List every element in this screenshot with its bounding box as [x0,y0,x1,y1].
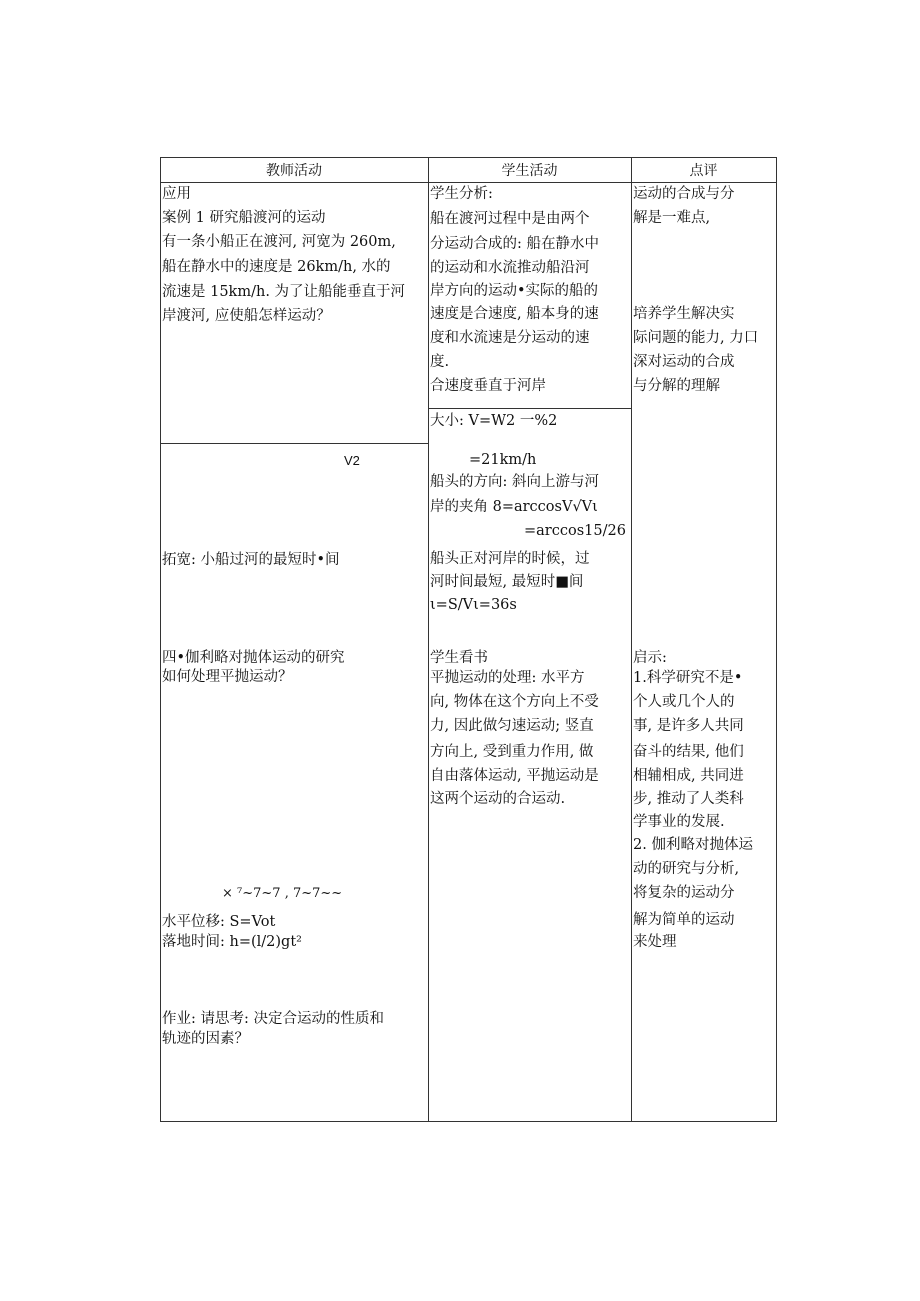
student-line: 河时间最短, 最短时■间 [430,574,584,590]
student-line: 速度是合速度, 船本身的速 [430,306,599,322]
student-line: 船在渡河过程中是由两个 [430,211,590,227]
comment-line: 动的研究与分析, [633,861,740,877]
header-comment: 点评 [689,163,718,179]
teacher-line: 有一条小船正在渡河, 河宽为 260m, [162,234,396,250]
comment-line: 事, 是许多人共同 [633,718,744,734]
teacher-row-divider [160,443,428,444]
teacher-line: 四•伽利略对抛体运动的研究 [162,650,345,666]
student-line: 学生分析: [430,186,493,202]
table-top-border [160,157,777,158]
comment-line: 步, 推动了人类科 [633,791,744,807]
table-bottom-border [160,1121,777,1122]
v2-label: V2 [344,453,360,468]
comment-line: 际问题的能力, 力口 [633,330,759,346]
angle-result: =arccos15/26 [524,523,626,539]
comment-line: 解是一难点, [633,210,711,226]
student-line: 的运动和水流推动船沿河 [430,260,590,276]
header-student-activity: 学生活动 [501,163,558,179]
teacher-line: 案例 1 研究船渡河的运动 [162,210,326,226]
student-line: 自由落体运动, 平抛运动是 [430,768,599,784]
student-line: 分运动合成的: 船在静水中 [430,236,599,252]
column-divider-1 [428,157,429,1122]
student-line: 向, 物体在这个方向上不受 [430,694,599,710]
table-right-border [776,157,777,1122]
teacher-line: 船在静水中的速度是 26km/h, 水的 [162,259,391,275]
student-line: 合速度垂直于河岸 [430,378,546,394]
teacher-expand-question: 拓宽: 小船过河的最短时•间 [162,552,340,568]
velocity-magnitude: 大小: V=W2 一%2 [430,413,558,429]
student-line: 岸的夹角 8=arccosV√Vι [430,499,598,515]
comment-line: 学事业的发展. [633,814,725,830]
student-line: 度. [430,354,450,370]
student-line: 这两个运动的合运动. [430,791,566,807]
teacher-line: 流速是 15km/h. 为了让船能垂直于河 [162,284,406,300]
comment-line: 深对运动的合成 [633,354,735,370]
velocity-result: =21km/h [469,452,537,468]
garbled-figure-text: × ⁷~7~7 , 7~7~~ [222,886,343,901]
formula-line: 落地时间: h=(l/2)gt² [162,934,302,950]
comment-line: 启示: [633,650,667,666]
comment-line: 运动的合成与分 [633,186,735,202]
homework-line: 作业: 请思考: 决定合运动的性质和 [162,1011,384,1027]
student-line: 度和水流速是分运动的速 [430,330,590,346]
comment-line: 2. 伽利略对抛体运 [633,837,753,853]
student-line: 学生看书 [430,650,488,666]
comment-line: 奋斗的结果, 他们 [633,744,744,760]
student-line: 力, 因此做匀速运动; 竖直 [430,718,594,734]
formula-line: 水平位移: S=Vot [162,914,276,930]
comment-line: 解为简单的运动 [633,912,735,928]
student-line: 平抛运动的处理: 水平方 [430,670,585,686]
comment-line: 来处理 [633,934,677,950]
header-teacher-activity: 教师活动 [266,163,322,179]
student-line: 岸方向的运动•实际的船的 [430,283,599,299]
student-line: ι=S/Vι=36s [430,597,517,613]
comment-line: 与分解的理解 [633,378,720,394]
student-line: 方向上, 受到重力作用, 做 [430,744,594,760]
comment-line: 培养学生解决实 [633,306,735,322]
comment-line: 1.科学研究不是• [633,670,743,686]
teacher-line: 岸渡河, 应使船怎样运动？ [162,308,331,324]
student-line: 船头的方向: 斜向上游与河 [430,474,599,490]
comment-line: 将复杂的运动分 [633,885,735,901]
student-line: 船头正对河岸的时候，过 [430,551,590,567]
table-left-border [160,157,161,1122]
teacher-line: 如何处理平抛运动？ [162,669,293,685]
column-divider-2 [631,157,632,1122]
comment-line: 相辅相成, 共同进 [633,768,744,784]
comment-line: 个人或几个人的 [633,694,735,710]
teacher-line: 应用 [162,186,191,202]
homework-line: 轨迹的因素？ [162,1031,249,1047]
